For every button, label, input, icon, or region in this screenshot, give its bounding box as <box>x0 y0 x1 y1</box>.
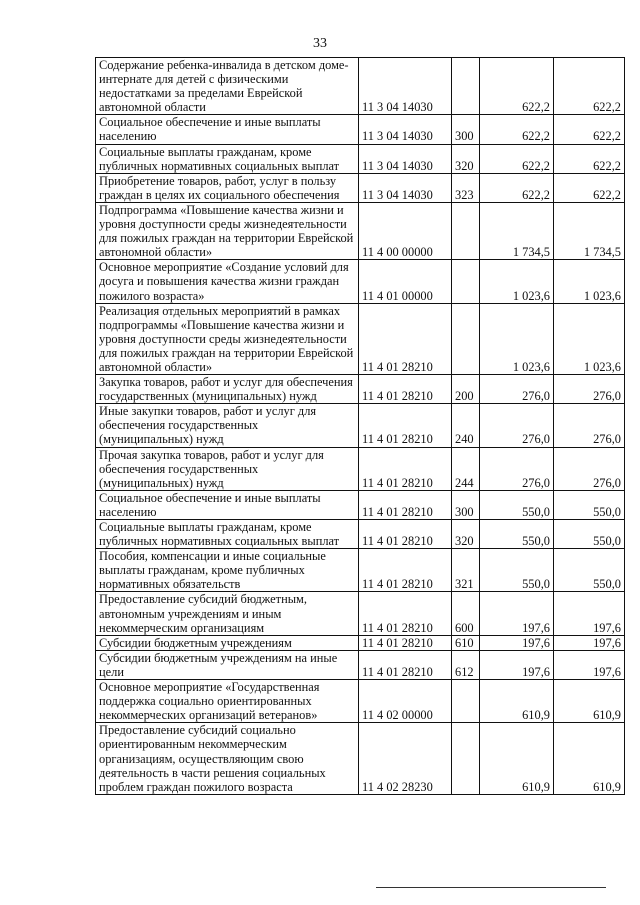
row-name: Основное мероприятие «Создание условий для досуга и повышения качества жизни граждан пожилого возраста» <box>96 260 359 303</box>
table-row <box>96 144 625 173</box>
row-sum-year1: 550,0 <box>480 549 554 592</box>
row-sum-year1: 1 734,5 <box>480 202 554 259</box>
row-csr-code: 11 4 01 28210 <box>359 447 452 490</box>
row-name: Социальное обеспечение и иные выплаты населению <box>96 115 359 144</box>
row-name: Подпрограмма «Повышение качества жизни и уровня доступности среды жизнедеятельности для пожилых граждан на территории Еврейской автономной области» <box>96 202 359 259</box>
row-expense-type: 321 <box>452 549 480 592</box>
row-name: Пособия, компенсации и иные социальные выплаты гражданам, кроме публичных нормативных обязательств <box>96 549 359 592</box>
footer-rule <box>376 887 606 888</box>
row-name: Субсидии бюджетным учреждениям на иные цели <box>96 650 359 679</box>
row-expense-type <box>452 723 480 794</box>
row-expense-type: 300 <box>452 115 480 144</box>
row-name: Социальное обеспечение и иные выплаты населению <box>96 490 359 519</box>
row-sum-year2: 276,0 <box>554 404 625 447</box>
row-sum-year2: 610,9 <box>554 723 625 794</box>
row-csr-code: 11 4 01 28210 <box>359 375 452 404</box>
page-number: 33 <box>313 36 327 51</box>
row-expense-type: 200 <box>452 375 480 404</box>
row-name: Прочая закупка товаров, работ и услуг для обеспечения государственных (муниципальных) нужд <box>96 447 359 490</box>
row-name: Предоставление субсидий социально ориентированным некоммерческим организациям, осуществляющим свою деятельность в части решения социальных проблем граждан пожилого возраста <box>96 723 359 794</box>
row-expense-type <box>452 58 480 115</box>
row-csr-code: 11 3 04 14030 <box>359 173 452 202</box>
table-row <box>96 202 625 259</box>
row-sum-year1: 610,9 <box>480 680 554 723</box>
row-sum-year2: 276,0 <box>554 447 625 490</box>
row-name: Реализация отдельных мероприятий в рамках подпрограммы «Повышение качества жизни и уровня доступности среды жизнедеятельности для пожилых граждан на территории Еврейской автономной области» <box>96 303 359 374</box>
row-expense-type: 320 <box>452 144 480 173</box>
row-expense-type: 323 <box>452 173 480 202</box>
row-sum-year1: 610,9 <box>480 723 554 794</box>
row-csr-code: 11 4 01 28210 <box>359 549 452 592</box>
row-expense-type: 300 <box>452 490 480 519</box>
row-name: Содержание ребенка-инвалида в детском доме-интернате для детей с физическими недостатками за пределами Еврейской автономной области <box>96 58 359 115</box>
row-csr-code: 11 4 01 28210 <box>359 650 452 679</box>
table-row <box>96 723 625 794</box>
row-sum-year1: 276,0 <box>480 404 554 447</box>
row-expense-type: 244 <box>452 447 480 490</box>
row-sum-year1: 1 023,6 <box>480 260 554 303</box>
table-row <box>96 404 625 447</box>
table-row <box>96 635 625 650</box>
table-row <box>96 520 625 549</box>
row-sum-year1: 622,2 <box>480 173 554 202</box>
row-sum-year2: 550,0 <box>554 520 625 549</box>
row-sum-year2: 550,0 <box>554 549 625 592</box>
table-row <box>96 680 625 723</box>
table-row <box>96 303 625 374</box>
row-expense-type <box>452 202 480 259</box>
table-row <box>96 549 625 592</box>
row-sum-year2: 197,6 <box>554 650 625 679</box>
row-sum-year1: 197,6 <box>480 650 554 679</box>
row-sum-year2: 622,2 <box>554 115 625 144</box>
row-name: Предоставление субсидий бюджетным, автономным учреждениям и иным некоммерческим организациям <box>96 592 359 635</box>
table-row <box>96 650 625 679</box>
row-sum-year1: 276,0 <box>480 447 554 490</box>
row-sum-year1: 197,6 <box>480 592 554 635</box>
table-row <box>96 115 625 144</box>
row-csr-code: 11 4 01 28210 <box>359 490 452 519</box>
row-csr-code: 11 4 01 00000 <box>359 260 452 303</box>
row-csr-code: 11 4 01 28210 <box>359 404 452 447</box>
row-csr-code: 11 4 01 28210 <box>359 303 452 374</box>
row-csr-code: 11 4 00 00000 <box>359 202 452 259</box>
row-sum-year1: 197,6 <box>480 635 554 650</box>
row-sum-year1: 550,0 <box>480 490 554 519</box>
table-row <box>96 58 625 115</box>
table-row <box>96 592 625 635</box>
row-sum-year2: 1 734,5 <box>554 202 625 259</box>
row-csr-code: 11 4 02 28230 <box>359 723 452 794</box>
row-csr-code: 11 3 04 14030 <box>359 115 452 144</box>
row-sum-year2: 197,6 <box>554 592 625 635</box>
row-sum-year2: 550,0 <box>554 490 625 519</box>
row-expense-type <box>452 260 480 303</box>
row-name: Субсидии бюджетным учреждениям <box>96 635 359 650</box>
row-csr-code: 11 4 01 28210 <box>359 592 452 635</box>
row-csr-code: 11 4 01 28210 <box>359 520 452 549</box>
row-expense-type: 240 <box>452 404 480 447</box>
row-expense-type: 320 <box>452 520 480 549</box>
row-expense-type: 610 <box>452 635 480 650</box>
row-sum-year1: 622,2 <box>480 115 554 144</box>
row-name: Приобретение товаров, работ, услуг в пользу граждан в целях их социального обеспечения <box>96 173 359 202</box>
row-sum-year2: 1 023,6 <box>554 260 625 303</box>
row-sum-year1: 276,0 <box>480 375 554 404</box>
row-sum-year1: 622,2 <box>480 58 554 115</box>
row-sum-year2: 1 023,6 <box>554 303 625 374</box>
row-sum-year2: 610,9 <box>554 680 625 723</box>
table-row <box>96 173 625 202</box>
row-name: Социальные выплаты гражданам, кроме публичных нормативных социальных выплат <box>96 144 359 173</box>
row-sum-year1: 1 023,6 <box>480 303 554 374</box>
row-name: Основное мероприятие «Государственная поддержка социально ориентированных некоммерческих организаций ветеранов» <box>96 680 359 723</box>
row-sum-year2: 622,2 <box>554 173 625 202</box>
row-sum-year2: 197,6 <box>554 635 625 650</box>
row-sum-year2: 276,0 <box>554 375 625 404</box>
budget-table <box>95 57 625 795</box>
table-row <box>96 447 625 490</box>
table-row <box>96 260 625 303</box>
row-sum-year1: 622,2 <box>480 144 554 173</box>
row-name: Иные закупки товаров, работ и услуг для обеспечения государственных (муниципальных) нужд <box>96 404 359 447</box>
table-row <box>96 375 625 404</box>
row-expense-type: 600 <box>452 592 480 635</box>
row-csr-code: 11 3 04 14030 <box>359 58 452 115</box>
row-csr-code: 11 4 02 00000 <box>359 680 452 723</box>
row-name: Социальные выплаты гражданам, кроме публичных нормативных социальных выплат <box>96 520 359 549</box>
row-sum-year2: 622,2 <box>554 144 625 173</box>
budget-table-body <box>96 58 625 795</box>
row-expense-type <box>452 680 480 723</box>
row-name: Закупка товаров, работ и услуг для обеспечения государственных (муниципальных) нужд <box>96 375 359 404</box>
row-csr-code: 11 4 01 28210 <box>359 635 452 650</box>
row-sum-year1: 550,0 <box>480 520 554 549</box>
row-expense-type: 612 <box>452 650 480 679</box>
row-csr-code: 11 3 04 14030 <box>359 144 452 173</box>
table-row <box>96 490 625 519</box>
row-expense-type <box>452 303 480 374</box>
row-sum-year2: 622,2 <box>554 58 625 115</box>
